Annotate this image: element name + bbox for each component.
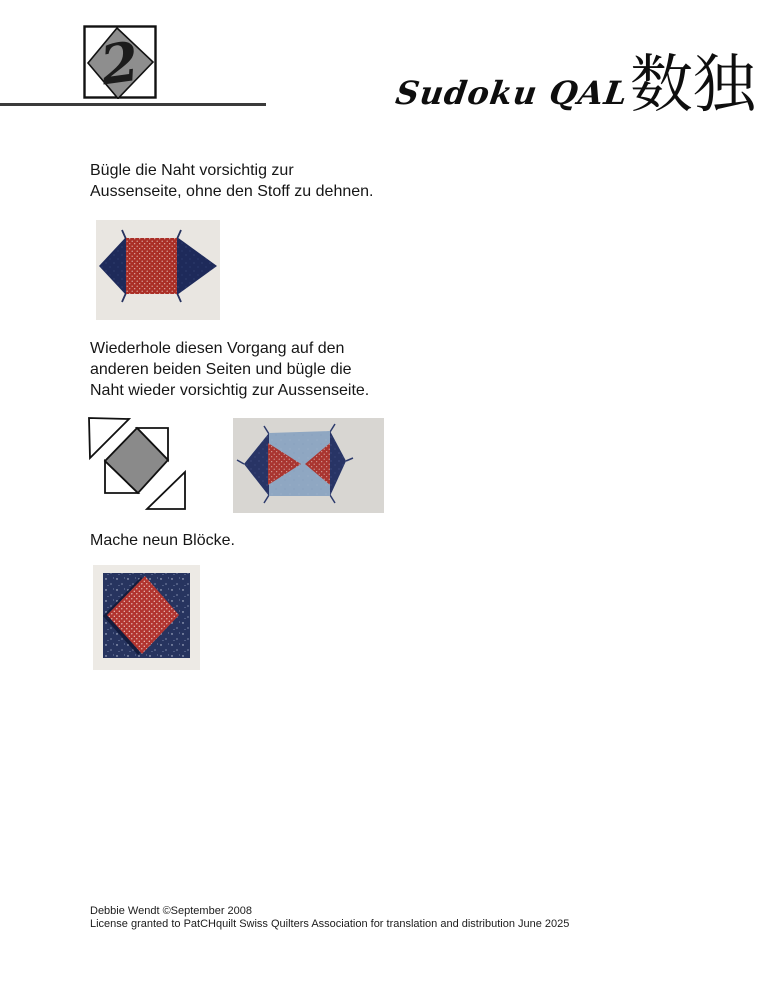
instruction-step1 — [90, 160, 373, 202]
pressed-block-photo-icon — [96, 220, 220, 320]
instruction-step2-line2: anderen beiden Seiten und bügle die — [90, 361, 352, 378]
instruction-step3 — [90, 530, 235, 551]
instruction-step3-line1: Mache neun Blöcke. — [90, 532, 235, 549]
chapter-logo-icon — [83, 25, 157, 99]
instruction-step2-line3: Naht wieder vorsichtig zur Aussenseite. — [90, 382, 370, 399]
finished-block-photo-icon — [93, 565, 200, 670]
footer — [90, 905, 569, 931]
title-cjk: 数独 — [629, 48, 756, 121]
instruction-step1-line2: Aussenseite, ohne den Stoff zu dehnen. — [90, 183, 374, 200]
footer-license-line: License granted to PatCHquilt Swiss Quilters Association for translation and distribution June 2025 — [90, 918, 570, 930]
figure-photo-block-back — [233, 418, 384, 518]
header-rule — [0, 103, 266, 106]
block-back-photo-icon — [233, 418, 384, 513]
footer-author-line: Debbie Wendt ©September 2008 — [90, 905, 253, 917]
figure-photo-pressed-block — [96, 220, 220, 325]
figure-photo-finished-block — [93, 565, 200, 675]
title-script: Sudoku QAL — [393, 74, 631, 112]
chapter-logo — [83, 25, 157, 99]
logo-numeral: 2 — [96, 28, 143, 98]
square-in-square-diagram-icon — [86, 412, 198, 514]
instruction-step2 — [90, 338, 369, 401]
page-title — [393, 46, 756, 121]
instruction-step2-line1: Wiederhole diesen Vorgang auf den — [90, 340, 345, 357]
instruction-step1-line1: Bügle die Naht vorsichtig zur — [90, 162, 294, 179]
assembly-diagram — [86, 412, 198, 519]
